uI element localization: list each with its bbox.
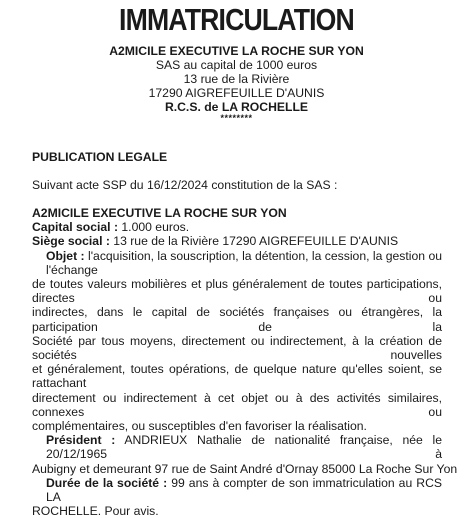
notice-body [32,206,458,518]
header-company-name: A2MICILE EXECUTIVE LA ROCHE SUR YON [109,44,364,58]
president-line-1 [32,433,442,461]
duree-text-1: 99 ans à compter de son immatriculation au RCS LA [46,475,442,505]
president-line-2: Aubigny et demeurant 97 rue de Saint André d'Ornay 85000 La Roche Sur Yon [32,461,458,476]
header-rcs: R.C.S. de LA ROCHELLE [164,100,309,114]
objet-line-7: complémentaires, ou susceptibles d'en favoriser la réalisation. [32,419,367,434]
header-city: 17290 AIGREFEUILLE D'AUNIS [148,86,325,100]
capital-line [32,220,442,234]
siege-value: 13 rue de la Rivière 17290 AIGREFEUILLE D'AUNIS [109,234,399,249]
duree-label: Durée de la société : [46,475,168,490]
body-company-name: A2MICILE EXECUTIVE LA ROCHE SUR YON [32,206,287,220]
objet-line-5: et généralement, toutes opérations, de quelque nature qu'elles soient, se rattachant [32,362,442,391]
header-separator-stars: ******** [220,113,253,123]
notice-title: IMMATRICULATION [119,2,354,37]
president-text-1: ANDRIEUX Nathalie de nationalité française, née le 20/12/1965 à [46,433,442,462]
header-capital: SAS au capital de 1000 euros [155,58,318,72]
capital-value: 1.000 euros. [118,220,190,235]
siege-line [32,234,442,248]
objet-label: Objet : [46,248,85,263]
capital-label: Capital social : [32,220,119,235]
objet-text-1: l'acquisition, la souscription, la détention, la cession, la gestion ou l'échange [46,248,442,277]
objet-line-4: Société par tous moyens, directement ou indirectement, à la création de sociétés nouvelles [32,333,442,363]
objet-line-2: de toutes valeurs mobilières et plus généralement de toutes participations, directes ou [32,277,442,306]
duree-line-2: ROCHELLE. Pour avis. [32,504,159,518]
header-street: 13 rue de la Rivière [183,72,290,86]
duree-line-1 [32,476,442,504]
president-label: Président : [46,433,116,448]
objet-line-3: indirectes, dans le capital de sociétés françaises ou étrangères, la participation de la [32,305,442,334]
siege-label: Siège social : [32,234,110,249]
company-header [0,44,473,123]
intro-text: Suivant acte SSP du 16/12/2024 constitution de la SAS : [32,178,338,192]
objet-line-1 [32,249,442,277]
objet-line-6: directement ou indirectement à cet objet ou à des activités similaires, connexes ou [32,390,442,419]
section-title: PUBLICATION LEGALE [32,150,168,164]
